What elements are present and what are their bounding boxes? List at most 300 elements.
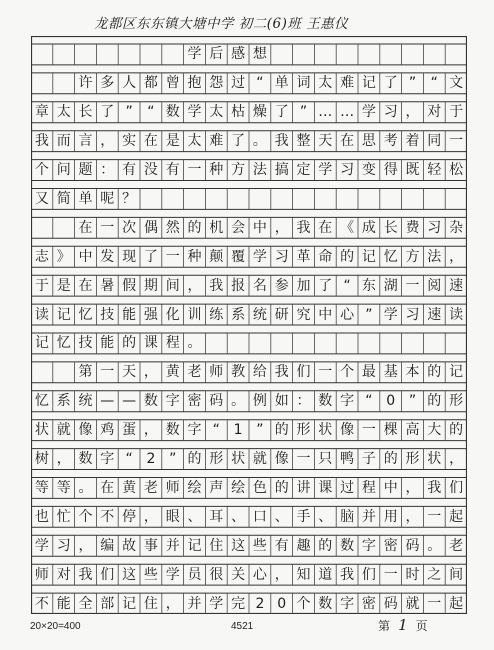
essay-char: 本 <box>405 364 420 381</box>
essay-char: 又 <box>34 190 49 207</box>
page-number: 1 <box>398 616 408 634</box>
essay-char: 的 <box>427 364 442 381</box>
essay-char: 思 <box>361 133 376 150</box>
essay-char: 形 <box>296 422 311 439</box>
essay-char: 一 <box>100 219 115 236</box>
essay-char: 次 <box>122 219 137 236</box>
essay-char: 一 <box>296 451 311 467</box>
student-info-header: 龙都区东东镇大塘中学 初二(6)班 王惠仪 <box>94 16 349 32</box>
essay-char: ， <box>405 508 420 525</box>
essay-char: 很 <box>209 566 224 583</box>
essay-char: 口 <box>252 508 267 525</box>
essay-char: 太 <box>209 104 224 121</box>
essay-char: 抱 <box>187 75 202 92</box>
essay-char: 定 <box>296 162 311 178</box>
essay-char: 停 <box>122 508 137 525</box>
essay-char: 密 <box>383 537 398 554</box>
essay-char: 学 <box>383 306 398 323</box>
essay-char: ” <box>408 75 417 92</box>
essay-char: 过 <box>340 479 355 496</box>
essay-char: 密 <box>361 595 376 612</box>
essay-char: 然 <box>165 219 180 236</box>
essay-char: 实 <box>122 133 137 150</box>
essay-char: 法 <box>427 248 442 265</box>
essay-char: 色 <box>252 479 267 496</box>
essay-char: 一 <box>165 248 180 265</box>
essay-char: 耳 <box>209 508 224 525</box>
essay-char: 太 <box>318 75 333 92</box>
essay-char: 。 <box>427 537 442 554</box>
essay-char: ， <box>449 248 464 265</box>
essay-char: 参 <box>274 277 289 294</box>
essay-char: 的 <box>122 335 137 352</box>
essay-char: 。 <box>231 393 246 410</box>
essay-title-char: 后 <box>209 46 224 63</box>
essay-char: 记 <box>361 248 376 265</box>
essay-char: 讲 <box>296 479 311 496</box>
essay-char: 于 <box>449 104 464 121</box>
essay-char: 数 <box>143 393 158 410</box>
essay-char: 趣 <box>296 537 311 554</box>
essay-char: 基 <box>383 364 398 381</box>
essay-char: 字 <box>165 393 180 410</box>
essay-char: 绘 <box>187 479 202 496</box>
essay-char: 词 <box>296 75 311 92</box>
essay-char: 中 <box>252 219 267 236</box>
essay-char: 例 <box>252 393 267 410</box>
essay-char: 完 <box>231 595 246 612</box>
essay-char: 记 <box>361 75 376 92</box>
essay-char: 方 <box>405 248 420 265</box>
essay-char: 同 <box>427 133 442 150</box>
essay-char: 假 <box>122 277 137 294</box>
essay-char: 文 <box>449 75 464 92</box>
essay-char: 人 <box>122 75 137 92</box>
essay-char: 学 <box>209 595 224 612</box>
essay-char: 革 <box>296 248 311 265</box>
essay-char: ” <box>408 393 417 410</box>
essay-char: 考 <box>383 133 398 150</box>
essay-char: “ <box>343 277 351 294</box>
essay-title-char: 感 <box>231 46 246 63</box>
essay-char: 有 <box>122 162 137 178</box>
essay-char: ” <box>169 451 177 467</box>
essay-char: 简 <box>56 190 71 207</box>
essay-char: 的 <box>187 451 202 467</box>
essay-char: 就 <box>405 595 420 612</box>
essay-char: 太 <box>56 104 71 121</box>
essay-char: 树 <box>34 451 49 467</box>
essay-char: 种 <box>209 162 224 178</box>
essay-char: 多 <box>100 75 115 92</box>
essay-char: 形 <box>405 451 420 467</box>
essay-char: 高 <box>405 422 420 439</box>
page-indicator <box>378 616 428 634</box>
essay-char: 绘 <box>231 479 246 496</box>
essay-char: 并 <box>165 537 180 554</box>
essay-char: ， <box>165 595 180 612</box>
essay-char: ” <box>299 104 308 121</box>
essay-char: 故 <box>122 537 137 554</box>
essay-char: 不 <box>34 595 49 612</box>
essay-char: 的 <box>340 248 355 265</box>
essay-char: “ <box>430 75 438 92</box>
grid-format-label: 20×20=400 <box>30 621 81 632</box>
essay-char: “ <box>365 393 373 410</box>
essay-char: 子 <box>361 451 376 467</box>
essay-char: 加 <box>296 277 311 294</box>
essay-char: 蛋 <box>122 422 137 439</box>
essay-char: 字 <box>340 595 355 612</box>
essay-char: 能 <box>56 595 71 612</box>
essay-char: 这 <box>231 537 246 554</box>
essay-char: 字 <box>187 422 202 439</box>
essay-char: 数 <box>340 537 355 554</box>
essay-char: ， <box>449 451 464 467</box>
essay-char: 程 <box>361 479 376 496</box>
essay-char: 报 <box>231 277 246 294</box>
essay-char: 码 <box>405 537 420 554</box>
essay-char: 长 <box>383 219 398 236</box>
essay-char: 了 <box>318 277 333 294</box>
essay-char: 课 <box>318 479 333 496</box>
essay-char: 记 <box>56 306 71 323</box>
essay-char: 会 <box>231 219 246 236</box>
essay-char: 系 <box>231 306 246 323</box>
essay-char: 我 <box>274 364 289 381</box>
essay-char: 些 <box>143 566 158 583</box>
essay-char: 对 <box>427 104 442 121</box>
essay-char: 并 <box>187 595 202 612</box>
essay-char: 鸡 <box>100 422 115 439</box>
essay-char: 单 <box>78 190 93 207</box>
essay-char: 间 <box>165 277 180 294</box>
essay-char: 些 <box>252 537 267 554</box>
essay-char: 学 <box>34 537 49 554</box>
essay-char: “ <box>147 104 155 121</box>
essay-char: 最 <box>361 364 376 381</box>
essay-char: 我 <box>274 133 289 150</box>
essay-char: 数 <box>318 595 333 612</box>
essay-char: 搞 <box>274 162 289 178</box>
essay-char: 过 <box>231 75 246 92</box>
essay-char: ， <box>405 479 420 496</box>
essay-char: 颠 <box>209 248 224 265</box>
essay-char: 个 <box>34 162 49 178</box>
essay-char: 法 <box>252 162 267 178</box>
essay-char: 一 <box>405 277 420 294</box>
essay-char: — <box>100 393 115 410</box>
essay-char: 密 <box>187 393 202 410</box>
essay-char: 读 <box>449 306 464 323</box>
essay-char: 全 <box>78 595 93 612</box>
essay-char: 棵 <box>383 422 398 439</box>
essay-char: … <box>340 104 355 121</box>
page-prefix: 第 <box>378 619 391 633</box>
essay-char: 记 <box>449 364 464 381</box>
essay-char: ， <box>143 508 158 525</box>
essay-char: 黄 <box>165 364 180 381</box>
essay-char: 忆 <box>383 248 398 265</box>
essay-char: 了 <box>383 75 398 92</box>
essay-char: 的 <box>274 479 289 496</box>
essay-char: 习 <box>383 104 398 121</box>
essay-char: 并 <box>361 508 376 525</box>
essay-char: 是 <box>165 133 180 150</box>
sheet-code: 4521 <box>231 621 254 632</box>
essay-char: 大 <box>427 422 442 439</box>
essay-char: 数 <box>78 451 93 467</box>
essay-char: 对 <box>56 566 71 583</box>
essay-char: 湖 <box>383 277 398 294</box>
essay-char: 我 <box>78 566 93 583</box>
essay-char: 数 <box>165 104 180 121</box>
essay-char: 老 <box>187 364 202 381</box>
essay-char: 的 <box>318 537 333 554</box>
essay-char: 老 <box>449 537 464 554</box>
essay-char: 就 <box>56 422 71 439</box>
essay-char: 形 <box>209 451 224 467</box>
essay-char: 就 <box>252 451 267 467</box>
essay-char: 枯 <box>231 104 246 121</box>
essay-char: 中 <box>318 306 333 323</box>
essay-char: 脑 <box>340 508 355 525</box>
essay-char: 0 <box>386 393 396 410</box>
essay-char: 1 <box>233 422 243 439</box>
essay-char: ： <box>296 393 311 410</box>
essay-char: 记 <box>34 335 49 352</box>
essay-char: 我 <box>34 133 49 150</box>
essay-char: 既 <box>405 162 420 178</box>
essay-char: 方 <box>231 162 246 178</box>
essay-char: 有 <box>274 537 289 554</box>
essay-char: 数 <box>318 393 333 410</box>
essay-char: 形 <box>449 393 464 410</box>
essay-char: 学 <box>187 104 202 121</box>
essay-char: 一 <box>361 422 376 439</box>
essay-char: 忙 <box>56 508 71 525</box>
essay-char: 言 <box>78 133 93 150</box>
essay-char: 不 <box>100 508 115 525</box>
essay-char: 道 <box>318 566 333 583</box>
essay-char: 状 <box>318 422 333 439</box>
essay-char: “ <box>212 422 220 439</box>
essay-char: — <box>122 393 137 410</box>
essay-char: 名 <box>252 277 267 294</box>
essay-char: 等 <box>34 479 49 496</box>
essay-char: 的 <box>187 219 202 236</box>
essay-char: 、 <box>274 508 289 525</box>
essay-char: 练 <box>209 306 224 323</box>
essay-char: 时 <box>405 566 420 583</box>
essay-char: 究 <box>296 306 311 323</box>
essay-char: 整 <box>296 133 311 150</box>
essay-char: 呢 <box>100 190 115 207</box>
essay-char: ？ <box>122 190 137 207</box>
essay-char: 师 <box>34 566 49 583</box>
essay-char: 一 <box>427 595 442 612</box>
essay-char: 程 <box>165 335 180 352</box>
essay-char: 眼 <box>165 508 180 525</box>
essay-char: 鸭 <box>340 451 355 467</box>
essay-char: 知 <box>296 566 311 583</box>
essay-char: 在 <box>318 219 333 236</box>
essay-char: 习 <box>405 306 420 323</box>
essay-char: 中 <box>383 479 398 496</box>
essay-char: 状 <box>427 451 442 467</box>
essay-char: ” <box>256 422 264 439</box>
essay-char: 能 <box>122 306 137 323</box>
essay-char: 个 <box>78 508 93 525</box>
essay-char: 也 <box>34 508 49 525</box>
essay-char: 《 <box>340 219 355 236</box>
essay-char: 0 <box>277 595 287 612</box>
essay-char: 住 <box>143 595 158 612</box>
essay-char: 于 <box>34 277 49 294</box>
essay-char: 课 <box>143 335 158 352</box>
essay-char: 章 <box>34 104 49 121</box>
essay-char: ” <box>365 306 373 323</box>
essay-char: ， <box>405 104 420 121</box>
essay-char: 像 <box>78 422 93 439</box>
essay-char: 天 <box>122 364 137 381</box>
essay-char: 一 <box>318 364 333 381</box>
essay-char: 习 <box>274 248 289 265</box>
essay-char: 》 <box>56 248 71 265</box>
essay-char: 忆 <box>34 393 49 410</box>
essay-char: 间 <box>449 566 464 583</box>
manuscript-grid <box>31 36 467 614</box>
essay-char: 杂 <box>449 219 464 236</box>
essay-char: 关 <box>231 566 246 583</box>
essay-char: 学 <box>252 248 267 265</box>
essay-char: 第 <box>78 364 93 381</box>
essay-char: 期 <box>143 277 158 294</box>
essay-char: 忆 <box>78 306 93 323</box>
essay-char: 如 <box>274 393 289 410</box>
essay-char: ， <box>274 566 289 583</box>
essay-char: 统 <box>78 393 93 410</box>
essay-char: 难 <box>209 133 224 150</box>
essay-char: 的 <box>383 451 398 467</box>
essay-char: ， <box>78 537 93 554</box>
essay-char: 技 <box>100 306 115 323</box>
essay-char: 码 <box>383 595 398 612</box>
essay-char: 难 <box>340 75 355 92</box>
essay-char: 了 <box>274 104 289 121</box>
essay-char: 。 <box>252 133 267 150</box>
essay-char: 现 <box>122 248 137 265</box>
essay-char: 能 <box>100 335 115 352</box>
essay-char: 变 <box>361 162 376 178</box>
page-suffix: 页 <box>415 619 428 633</box>
essay-char: 覆 <box>231 248 246 265</box>
essay-char: 的 <box>449 422 464 439</box>
essay-char: 一 <box>383 566 398 583</box>
essay-char: 偶 <box>143 219 158 236</box>
essay-char: 化 <box>165 306 180 323</box>
essay-char: ， <box>143 422 158 439</box>
essay-char: 字 <box>361 537 376 554</box>
essay-char: 读 <box>34 306 49 323</box>
essay-char: 许 <box>78 75 93 92</box>
essay-char: 研 <box>274 306 289 323</box>
essay-char: ， <box>274 219 289 236</box>
essay-char: 声 <box>209 479 224 496</box>
essay-char: 训 <box>187 306 202 323</box>
essay-char: 学 <box>318 162 333 178</box>
essay-char: 老 <box>143 479 158 496</box>
essay-char: 单 <box>274 75 289 92</box>
essay-title-char: 想 <box>252 46 267 63</box>
essay-char: 阅 <box>427 277 442 294</box>
essay-char: 心 <box>340 306 355 323</box>
essay-char: 部 <box>100 595 115 612</box>
essay-char: 着 <box>405 133 420 150</box>
essay-char: ： <box>100 162 115 178</box>
grid-lines <box>31 36 467 614</box>
essay-char: 这 <box>122 566 137 583</box>
essay-char: 中 <box>78 248 93 265</box>
essay-char: 成 <box>361 219 376 236</box>
essay-char: 费 <box>405 219 420 236</box>
essay-char: 燥 <box>252 104 267 121</box>
essay-char: ， <box>143 364 158 381</box>
essay-char: 在 <box>78 277 93 294</box>
essay-char: 们 <box>100 566 115 583</box>
essay-char: 数 <box>165 422 180 439</box>
essay-char: 给 <box>252 364 267 381</box>
essay-char: 一 <box>427 508 442 525</box>
essay-char: 我 <box>340 566 355 583</box>
essay-char: 怨 <box>209 75 224 92</box>
essay-char: 在 <box>78 219 93 236</box>
essay-char: 状 <box>34 422 49 439</box>
essay-char: 都 <box>143 75 158 92</box>
essay-char: 命 <box>318 248 333 265</box>
essay-char: 在 <box>100 479 115 496</box>
essay-char: 个 <box>340 364 355 381</box>
essay-char: 手 <box>296 508 311 525</box>
essay-char: 忆 <box>56 335 71 352</box>
essay-char: 我 <box>427 479 442 496</box>
essay-char: 速 <box>427 306 442 323</box>
essay-char: 等 <box>56 479 71 496</box>
essay-char: 事 <box>143 537 158 554</box>
essay-char: 而 <box>56 133 71 150</box>
essay-char: 了 <box>231 133 246 150</box>
essay-char: 2 <box>146 451 156 467</box>
essay-char: 没 <box>143 162 158 178</box>
essay-char: 之 <box>427 566 442 583</box>
essay-char: 2 <box>255 595 265 612</box>
essay-char: 习 <box>340 162 355 178</box>
essay-char: 速 <box>449 277 464 294</box>
essay-title-char: 学 <box>187 46 202 63</box>
essay-char: 只 <box>318 451 333 467</box>
essay-char: 一 <box>100 364 115 381</box>
essay-char: 机 <box>209 219 224 236</box>
essay-char: 习 <box>427 219 442 236</box>
essay-char: “ <box>256 75 264 92</box>
essay-char: 松 <box>449 162 464 178</box>
essay-char: 技 <box>78 335 93 352</box>
essay-char: ， <box>56 451 71 467</box>
essay-char: 们 <box>449 479 464 496</box>
essay-char: 。 <box>78 479 93 496</box>
essay-char: 的 <box>427 393 442 410</box>
essay-char: 起 <box>449 595 464 612</box>
